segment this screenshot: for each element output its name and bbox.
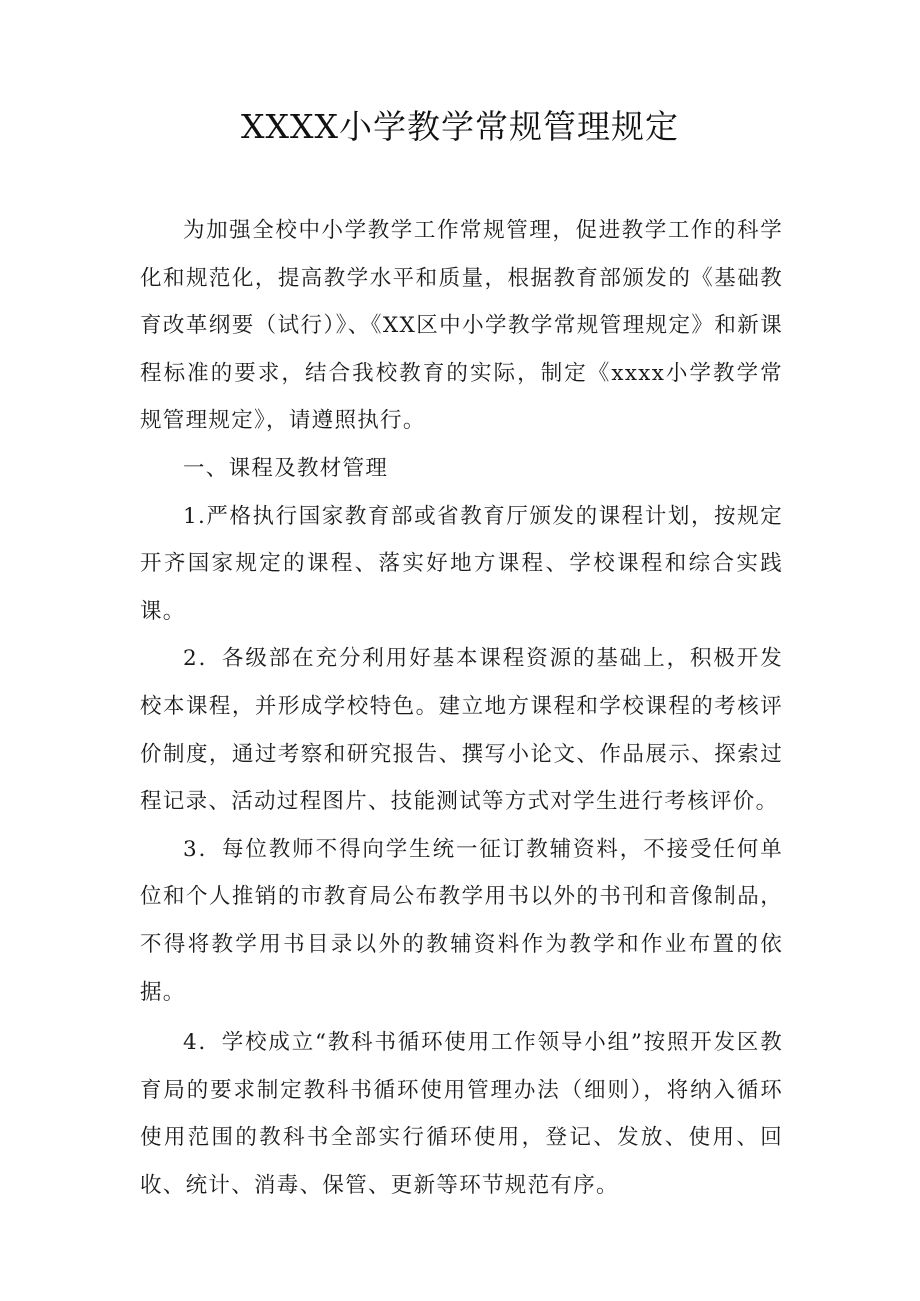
- document-body: [140, 207, 783, 1209]
- document-title: XXXX小学教学常规管理规定: [241, 107, 679, 146]
- intro-paragraph: 为加强全校中小学教学工作常规管理，促进教学工作的科学化和规范化，提高教学水平和质量，根据教育部颁发的《基础教育改革纲要（试行）》、《XX区中小学教学常规管理规定》和新课程标准的要求，结合我校教育的实际，制定《xxxx小学教学常规管理规定》，请遵照执行。: [140, 218, 783, 434]
- clause-2: 2．各级部在充分利用好基本课程资源的基础上，积极开发校本课程，并形成学校特色。建立地方课程和学校课程的考核评价制度，通过考察和研究报告、撰写小论文、作品展示、探索过程记录、活动过程图片、技能测试等方式对学生进行考核评价。: [140, 646, 783, 815]
- clause-3: 3．每位教师不得向学生统一征订教辅资料，不接受任何单位和个人推销的市教育局公布教学用书以外的书刊和音像制品，不得将教学用书目录以外的教辅资料作为教学和作业布置的依据。: [140, 836, 783, 1005]
- clause-4: 4．学校成立“教科书循环使用工作领导小组”按照开发区教育局的要求制定教科书循环使用管理办法（细则），将纳入循环使用范围的教科书全部实行循环使用，登记、发放、使用、回收、统计、消毒、保管、更新等环节规范有序。: [140, 1030, 783, 1198]
- section-heading-curriculum: 一、课程及教材管理: [183, 455, 389, 481]
- clause-1: 1.严格执行国家教育部或省教育厅颁发的课程计划，按规定开齐国家规定的课程、落实好地方课程、学校课程和综合实践课。: [140, 503, 783, 624]
